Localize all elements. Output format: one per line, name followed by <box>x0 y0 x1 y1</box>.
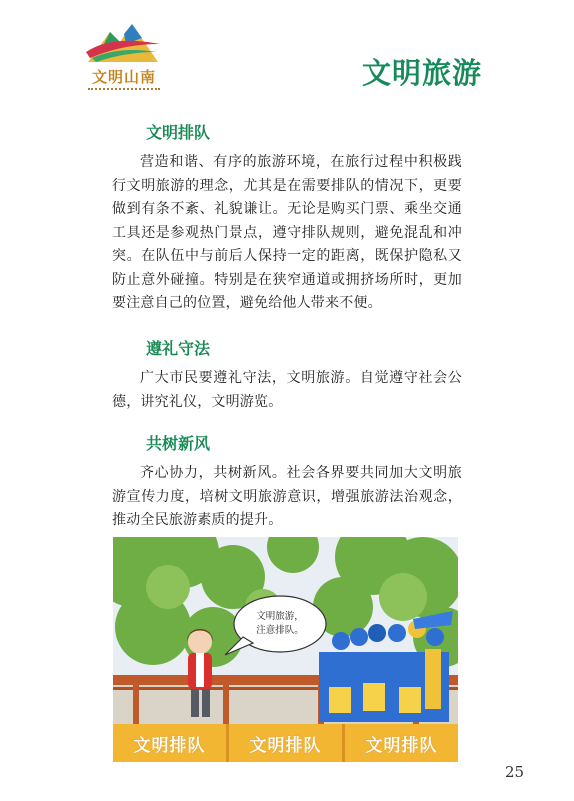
section-heading: 共树新风 <box>146 434 211 453</box>
queue-banner: 文明排队 <box>342 724 458 762</box>
page-number: 25 <box>505 763 525 781</box>
speech-bubble <box>241 599 319 649</box>
page-title: 文明旅游 <box>361 56 482 90</box>
section-body: 营造和谐、有序的旅游环境，在旅行过程中积极践行文明旅游的理念，尤其是在需要排队的情况下，更要做到有条不紊、礼貌谦让。无论是购买门票、乘坐交通工具还是参观热门景点，遵守排队规则，避免混乱和冲突。在队伍中与前后人保持一定的距离，既保护隐私又防止意外碰撞。特别是在狭窄通道或拥挤场所时，更加要注意自己的位置，避免给他人带来不便。 <box>112 154 462 311</box>
section-heading: 文明排队 <box>146 123 211 142</box>
logo <box>80 18 166 96</box>
section-new-trend <box>112 434 462 533</box>
speech-bubble-line: 注意排队。 <box>256 625 304 636</box>
section-queue <box>112 123 462 316</box>
queue-banner: 文明排队 <box>226 724 342 762</box>
section-heading: 遵礼守法 <box>146 339 211 358</box>
section-body: 广大市民要遵礼守法，文明旅游。自觉遵守社会公德，讲究礼仪，文明游览。 <box>112 370 462 410</box>
banner-row <box>113 724 458 762</box>
logo-tibetan-subtext <box>88 84 160 90</box>
speech-bubble-line: 文明旅游， <box>256 611 304 622</box>
section-law <box>112 339 462 414</box>
queue-illustration <box>113 537 458 762</box>
queue-banner: 文明排队 <box>113 724 226 762</box>
section-body: 齐心协力，共树新风。社会各界要共同加大文明旅游宣传力度，培树文明旅游意识，增强旅游法治观念，推动全民旅游素质的提升。 <box>112 465 462 528</box>
logo-text: 文明山南 <box>91 68 156 86</box>
mountain-logo-icon <box>80 18 166 68</box>
